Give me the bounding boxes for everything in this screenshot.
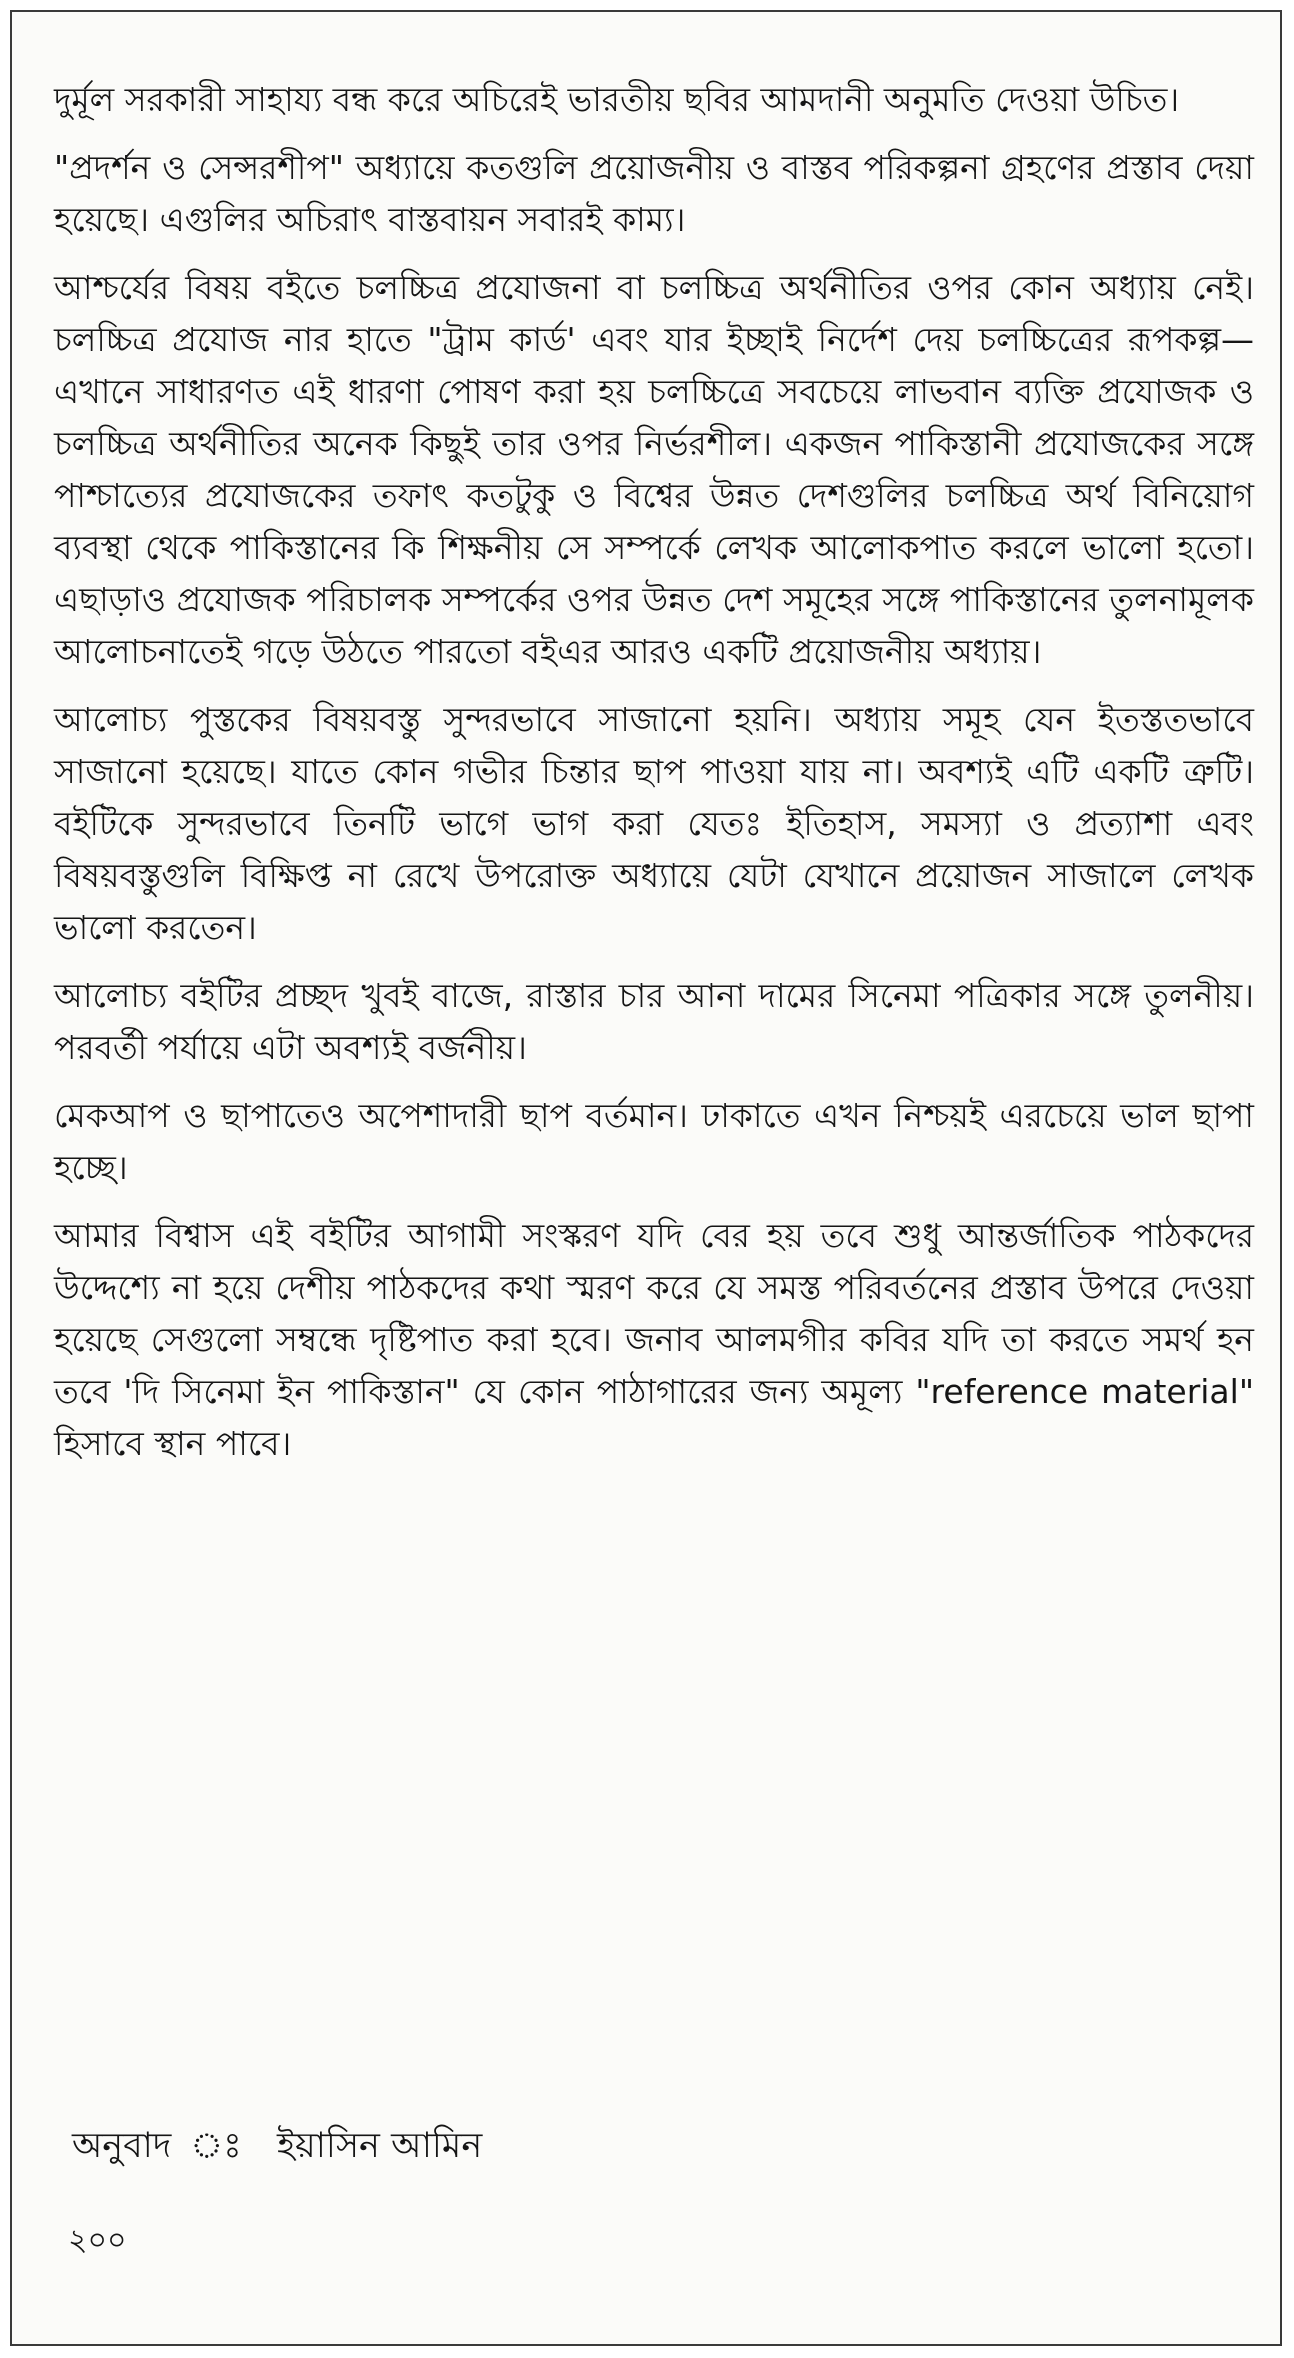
book-page	[10, 10, 1282, 2346]
paragraph-6: মেকআপ ও ছাপাতেও অপেশাদারী ছাপ বর্তমান। ঢাকাতে এখন নিশ্চয়ই এরচেয়ে ভাল ছাপা হচ্ছে।	[54, 1096, 1254, 1187]
translator-separator: ঃ	[190, 2126, 242, 2166]
paragraph-5: আলোচ্য বইটির প্রচ্ছদ খুবই বাজে, রাস্তার চার আনা দামের সিনেমা পত্রিকার সঙ্গে তুলনীয়। পরবর্তী পর্যায়ে এটা অবশ্যই বর্জনীয়।	[54, 976, 1254, 1067]
article-body	[54, 74, 1254, 1486]
paragraph-2: "প্রদর্শন ও সেন্সরশীপ" অধ্যায়ে কতগুলি প্রয়োজনীয় ও বাস্তব পরিকল্পনা গ্রহণের প্রস্তাব দেয়া হয়েছে। এগুলির অচিরাৎ বাস্তবায়ন সবারই কাম্য।	[54, 148, 1254, 239]
paragraph-4: আলোচ্য পুস্তকের বিষয়বস্তু সুন্দরভাবে সাজানো হয়নি। অধ্যায় সমূহ যেন ইতস্ততভাবে সাজানো হয়েছে। যাতে কোন গভীর চিন্তার ছাপ পাওয়া যায় না। অবশ্যই এটি একটি ত্রুটি। বইটিকে সুন্দরভাবে তিনটি ভাগে ভাগ করা যেতঃ ইতিহাস, সমস্যা ও প্রত্যাশা এবং বিষয়বস্তুগুলি বিক্ষিপ্ত না রেখে উপরোক্ত অধ্যায়ে যেটা যেখানে প্রয়োজন সাজালে লেখক ভালো করতেন।	[54, 700, 1254, 947]
page-number: ২০০	[68, 2223, 127, 2258]
paragraph-3: আশ্চর্যের বিষয় বইতে চলচ্চিত্র প্রযোজনা বা চলচ্চিত্র অর্থনীতির ওপর কোন অধ্যায় নেই। চলচ্চিত্র প্রযোজ নার হাতে "ট্রাম কার্ড' এবং যার ইচ্ছাই নির্দেশ দেয় চলচ্চিত্রের রূপকল্প—এখানে সাধারণত এই ধারণা পোষণ করা হয় চলচ্চিত্রে সবচেয়ে লাভবান ব্যক্তি প্রযোজক ও চলচ্চিত্র অর্থনীতির অনেক কিছুই তার ওপর নির্ভরশীল। একজন পাকিস্তানী প্রযোজকের সঙ্গে পাশ্চাত্যের প্রযোজকের তফাৎ কতটুকু ও বিশ্বের উন্নত দেশগুলির চলচ্চিত্র অর্থ বিনিয়োগ ব্যবস্থা থেকে পাকিস্তানের কি শিক্ষনীয় সে সম্পর্কে লেখক আলোকপাত করলে ভালো হতো। এছাড়াও প্রযোজক পরিচালক সম্পর্কের ওপর উন্নত দেশ সমূহের সঙ্গে পাকিস্তানের তুলনামূলক আলোচনাতেই গড়ে উঠতে পারতো বইএর আরও একটি প্রয়োজনীয় অধ্যায়।	[54, 268, 1254, 671]
paragraph-7: আমার বিশ্বাস এই বইটির আগামী সংস্করণ যদি বের হয় তবে শুধু আন্তর্জাতিক পাঠকদের উদ্দেশ্যে না হয়ে দেশীয় পাঠকদের কথা স্মরণ করে যে সমস্ত পরিবর্তনের প্রস্তাব উপরে দেওয়া হয়েছে সেগুলো সম্বন্ধে দৃষ্টিপাত করা হবে। জনাব আলমগীর কবির যদি তা করতে সমর্থ হন তবে 'দি সিনেমা ইন পাকিস্তান" যে কোন পাঠাগারের জন্য অমূল্য "reference material" হিসাবে স্থান পাবে।	[54, 1216, 1254, 1463]
paragraph-1: দুর্মূল সরকারী সাহায্য বন্ধ করে অচিরেই ভারতীয় ছবির আমদানী অনুমতি দেওয়া উচিত।	[54, 80, 1180, 119]
translator-label: অনুবাদ	[72, 2126, 172, 2166]
translator-name: ইয়াসিন আমিন	[276, 2126, 483, 2166]
translator-credit	[72, 2118, 482, 2177]
